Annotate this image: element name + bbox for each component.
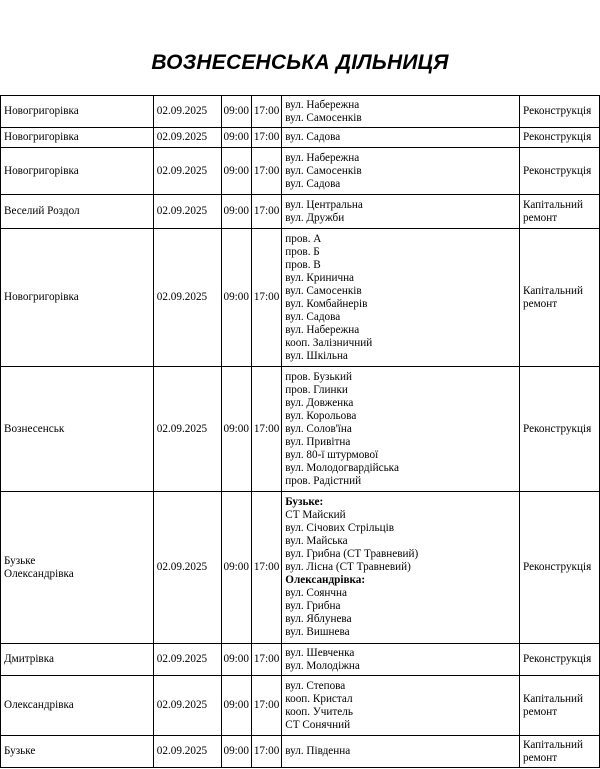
street-item: пров. А [285, 232, 322, 245]
street-item: вул. Січових Стрільців [285, 522, 394, 534]
work-type-cell [520, 96, 600, 128]
street-item: вул. Молодіжна [285, 659, 360, 672]
street-item: вул. Степова [285, 679, 346, 692]
work-type-cell [520, 736, 600, 768]
street-item: вул. Садова [285, 177, 341, 190]
work-type-cell [520, 644, 600, 676]
street-item: вул. Вишнева [285, 626, 350, 638]
work-type-line: Реконструкція [523, 561, 592, 573]
date-cell: 02.09.2025 [153, 96, 221, 128]
work-type-cell [520, 492, 600, 644]
settlement-name: Дмитрівка [4, 653, 54, 665]
settlement-name: Вознесенськ [4, 422, 65, 435]
settlement-cell [1, 367, 154, 492]
settlement-cell [1, 644, 154, 676]
street-item: вул. Грибна [285, 600, 341, 612]
street-item: вул. Шкільна [285, 349, 348, 362]
streets-cell [282, 96, 520, 128]
date-cell: 02.09.2025 [153, 195, 221, 229]
streets-cell [282, 195, 520, 229]
end-time-cell: 17:00 [251, 96, 281, 128]
table-row [1, 736, 600, 768]
settlement-cell [1, 195, 154, 229]
street-item: вул. 80-ї штурмової [285, 448, 379, 461]
work-type-cell [520, 676, 600, 736]
street-item: вул. Набережна [285, 98, 360, 111]
street-item: вул. Кринична [285, 271, 355, 284]
settlement-cell [1, 96, 154, 128]
table-row [1, 367, 600, 492]
streets-cell [282, 644, 520, 676]
date-cell: 02.09.2025 [153, 229, 221, 367]
streets-cell [282, 736, 520, 768]
start-time-cell: 09:00 [221, 229, 251, 367]
street-item: кооп. Залізничний [285, 336, 373, 349]
street-item: вул. Майська [285, 535, 348, 547]
street-item: пров. В [285, 258, 321, 271]
date-cell: 02.09.2025 [153, 736, 221, 768]
street-item: вул. Шевченка [285, 646, 355, 659]
settlement-cell [1, 229, 154, 367]
street-item: вул. Садова [285, 131, 341, 143]
end-time-cell: 17:00 [251, 676, 281, 736]
settlement-cell [1, 492, 154, 644]
end-time-cell: 17:00 [251, 148, 281, 195]
settlement-cell [1, 676, 154, 736]
work-type-cell [520, 128, 600, 148]
street-item: вул. Молодогвардійська [285, 461, 399, 474]
work-type-cell [520, 148, 600, 195]
end-time-cell: 17:00 [251, 128, 281, 148]
date-cell: 02.09.2025 [153, 676, 221, 736]
work-type-line: Капітальний [523, 692, 583, 705]
street-item: вул. Грибна (СТ Травневий) [285, 548, 419, 560]
start-time-cell: 09:00 [221, 148, 251, 195]
street-item: СТ Сонячний [285, 718, 351, 731]
settlement-name: Олександрівка [4, 699, 74, 711]
street-item: вул. Набережна [285, 323, 360, 336]
street-item: кооп. Кристал [285, 692, 353, 705]
end-time-cell: 17:00 [251, 229, 281, 367]
table-row [1, 128, 600, 148]
table-row [1, 195, 600, 229]
street-item: Бузьке: [285, 496, 324, 508]
work-type-cell [520, 195, 600, 229]
schedule-table [0, 95, 600, 768]
street-item: вул. Комбайнерів [285, 297, 368, 310]
date-cell: 02.09.2025 [153, 128, 221, 148]
work-type-line: Реконструкція [523, 105, 592, 117]
settlement-name: Новогригорівка [4, 105, 79, 117]
table-row [1, 644, 600, 676]
start-time-cell: 09:00 [221, 644, 251, 676]
street-item: вул. Соянчна [285, 587, 347, 599]
work-type-line: Реконструкція [523, 131, 592, 143]
settlement-name: Веселий Роздол [4, 205, 80, 217]
street-item: вул. Південна [285, 745, 351, 757]
table-row [1, 492, 600, 644]
street-item: вул. Самосенків [285, 284, 362, 297]
street-item: пров. Бузький [285, 370, 352, 383]
work-type-cell [520, 229, 600, 367]
settlement-cell [1, 736, 154, 768]
end-time-cell: 17:00 [251, 492, 281, 644]
date-cell: 02.09.2025 [153, 148, 221, 195]
street-item: пров. Глинки [285, 383, 348, 396]
start-time-cell: 09:00 [221, 96, 251, 128]
work-type-line: Реконструкція [523, 422, 592, 435]
streets-cell [282, 148, 520, 195]
street-item: кооп. Учитель [285, 705, 353, 718]
street-item: вул. Набережна [285, 151, 360, 164]
date-cell: 02.09.2025 [153, 644, 221, 676]
end-time-cell: 17:00 [251, 736, 281, 768]
start-time-cell: 09:00 [221, 492, 251, 644]
settlement-name: Новогригорівка [4, 291, 79, 303]
street-item: пров. Радістний [285, 474, 362, 487]
streets-cell [282, 676, 520, 736]
work-type-line: ремонт [523, 705, 558, 718]
street-item: вул. Садова [285, 310, 341, 323]
street-item: вул. Самосенків [285, 111, 362, 124]
street-item: вул. Солов'їна [285, 422, 352, 435]
work-type-line: ремонт [523, 211, 558, 224]
start-time-cell: 09:00 [221, 676, 251, 736]
work-type-line: Капітальний [523, 198, 583, 211]
work-type-line: Капітальний [523, 284, 583, 297]
settlement-name: Новогригорівка [4, 164, 79, 177]
street-item: вул. Центральна [285, 198, 363, 211]
streets-cell [282, 492, 520, 644]
street-item: вул. Привітна [285, 435, 351, 448]
settlement-name: Олександрівка [4, 567, 74, 580]
street-item: вул. Довженка [285, 396, 354, 409]
work-type-line: Реконструкція [523, 164, 592, 177]
settlement-name: Бузьке [4, 554, 36, 567]
settlement-name: Бузьке [4, 745, 36, 757]
table-row [1, 229, 600, 367]
page-title: ВОЗНЕСЕНСЬКА ДІЛЬНИЦЯ [151, 51, 449, 74]
schedule-table-body [1, 96, 600, 768]
start-time-cell: 09:00 [221, 736, 251, 768]
work-type-cell [520, 367, 600, 492]
settlement-name: Новогригорівка [4, 131, 79, 143]
end-time-cell: 17:00 [251, 195, 281, 229]
table-row [1, 96, 600, 128]
end-time-cell: 17:00 [251, 367, 281, 492]
streets-cell [282, 367, 520, 492]
street-item: вул. Яблунева [285, 613, 352, 625]
street-item: вул. Самосенків [285, 164, 362, 177]
streets-cell [282, 229, 520, 367]
table-row [1, 676, 600, 736]
work-type-line: ремонт [523, 751, 558, 764]
settlement-cell [1, 148, 154, 195]
street-item: СТ Майский [285, 509, 346, 521]
work-type-line: Реконструкція [523, 653, 592, 665]
street-item: вул. Дружби [285, 211, 345, 224]
settlement-cell [1, 128, 154, 148]
work-type-line: Капітальний [523, 738, 583, 751]
streets-cell [282, 128, 520, 148]
street-item: Олександрівка: [285, 574, 366, 586]
street-item: вул. Корольова [285, 409, 357, 422]
date-cell: 02.09.2025 [153, 367, 221, 492]
street-item: пров. Б [285, 245, 320, 258]
start-time-cell: 09:00 [221, 195, 251, 229]
date-cell: 02.09.2025 [153, 492, 221, 644]
start-time-cell: 09:00 [221, 367, 251, 492]
end-time-cell: 17:00 [251, 644, 281, 676]
start-time-cell: 09:00 [221, 128, 251, 148]
street-item: вул. Лісна (СТ Травневий) [285, 561, 411, 573]
work-type-line: ремонт [523, 297, 558, 310]
table-row [1, 148, 600, 195]
